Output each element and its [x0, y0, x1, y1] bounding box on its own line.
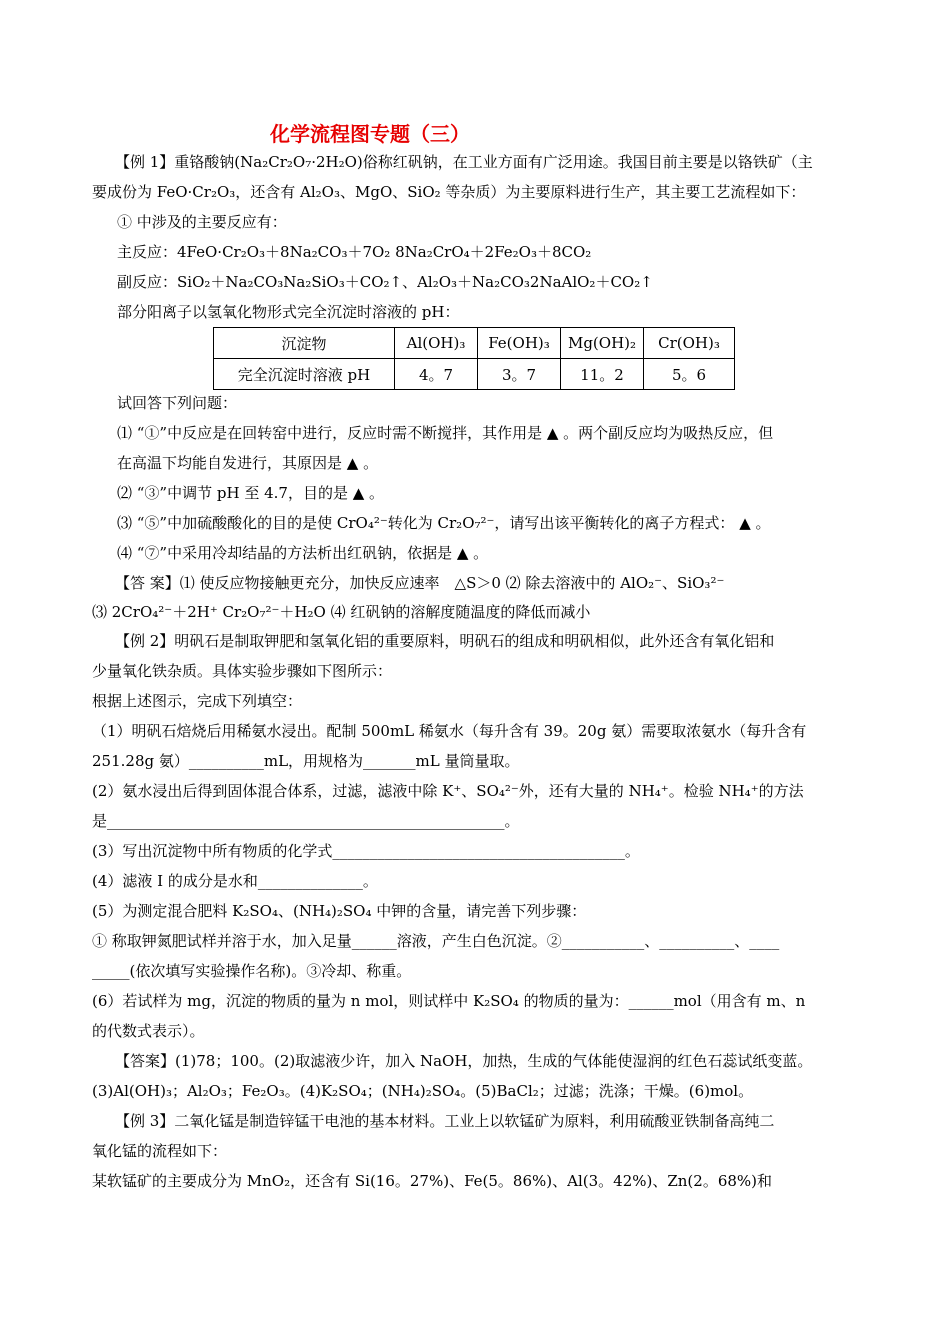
table-cell: Al(OH)₃ — [395, 328, 478, 359]
table-cell: 4。7 — [395, 359, 478, 390]
answer-line: (3)Al(OH)₃；Al₂O₃；Fe₂O₃。(4)K₂SO₄；(NH₄)₂SO₄。(5)BaCl₂；过滤；洗涤；干燥。(6)mol。 — [92, 1082, 754, 1100]
table-cell: 沉淀物 — [214, 328, 395, 359]
table-cell: 3。7 — [478, 359, 561, 390]
text-line: 主反应：4FeO·Cr₂O₃＋8Na₂CO₃＋7O₂ 8Na₂CrO₄＋2Fe₂O₃＋8CO₂ — [117, 243, 592, 261]
text-line: （1）明矾石焙烧后用稀氨水浸出。配制 500mL 稀氨水（每升含有 39。20g 氨）需要取浓氨水（每升含有 — [92, 722, 807, 740]
table-cell: 完全沉淀时溶液 pH — [214, 359, 395, 390]
answer-line: ⑶ 2CrO₄²⁻＋2H⁺ Cr₂O₇²⁻＋H₂O ⑷ 红矾钠的溶解度随温度的降低而减小 — [92, 603, 591, 621]
text-line: ⑵ “③”中调节 pH 至 4.7，目的是 ▲ 。 — [117, 484, 385, 502]
text-line: 氧化锰的流程如下： — [92, 1142, 228, 1160]
text-line: ① 称取钾氮肥试样并溶于水，加入足量______溶液，产生白色沉淀。②___________、__________、____ — [92, 932, 780, 950]
answer-line: 【答 案】⑴ 使反应物接触更充分，加快反应速率 △S＞0 ⑵ 除去溶液中的 AlO₂⁻、SiO₃²⁻ — [115, 574, 725, 592]
text-line: 副反应：SiO₂＋Na₂CO₃Na₂SiO₃＋CO₂↑、Al₂O₃＋Na₂CO₃2NaAlO₂＋CO₂↑ — [117, 273, 653, 291]
text-line: 某软锰矿的主要成分为 MnO₂，还含有 Si(16。27%)、Fe(5。86%)、Al(3。42%)、Zn(2。68%)和 — [92, 1172, 773, 1190]
table-row — [214, 359, 735, 390]
text-line: (3）写出沉淀物中所有物质的化学式_______________________________________。 — [92, 842, 640, 860]
text-line: 根据上述图示，完成下列填空： — [92, 692, 303, 710]
text-line: _____(依次填写实验操作名称)。③冷却、称重。 — [92, 962, 412, 980]
answer-line: 【答案】(1)78；100。(2)取滤液少许，加入 NaOH，加热，生成的气体能使湿润的红色石蕊试纸变蓝。 — [115, 1052, 813, 1070]
table-cell: 5。6 — [644, 359, 735, 390]
text-line: (6）若试样为 mg，沉淀的物质的量为 n mol，则试样中 K₂SO₄ 的物质的量为：______mol（用含有 m、n — [92, 992, 806, 1010]
text-line: 要成份为 FeO·Cr₂O₃，还含有 Al₂O₃、MgO、SiO₂ 等杂质）为主要原料进行生产，其主要工艺流程如下： — [92, 183, 806, 201]
text-line: 少量氧化铁杂质。具体实验步骤如下图所示： — [92, 662, 393, 680]
text-line: ⑴ “①”中反应是在回转窑中进行，反应时需不断搅拌，其作用是 ▲ 。两个副反应均为吸热反应，但 — [117, 424, 774, 442]
text-line: ⑶ “⑤”中加硫酸酸化的目的是使 CrO₄²⁻转化为 Cr₂O₇²⁻，请写出该平衡转化的离子方程式： ▲ 。 — [117, 514, 771, 532]
table-cell: Cr(OH)₃ — [644, 328, 735, 359]
table-header-row — [214, 328, 735, 359]
text-line: (4）滤液 I 的成分是水和______________。 — [92, 872, 378, 890]
text-line: 在高温下均能自发进行，其原因是 ▲ 。 — [117, 454, 379, 472]
text-line: 251.28g 氨）__________mL，用规格为_______mL 量筒量取。 — [92, 752, 520, 770]
text-line: 【例 3】二氧化锰是制造锌锰干电池的基本材料。工业上以软锰矿为原料，利用硫酸亚铁制备高纯二 — [115, 1112, 775, 1130]
text-line: 【例 1】重铬酸钠(Na₂Cr₂O₇·2H₂O)俗称红矾钠，在工业方面有广泛用途。我国目前主要是以铬铁矿（主 — [115, 153, 813, 171]
ph-table — [213, 327, 735, 390]
text-line: 试回答下列问题： — [117, 394, 238, 412]
document-title: 化学流程图专题（三） — [270, 122, 470, 146]
text-line: (5）为测定混合肥料 K₂SO₄、(NH₄)₂SO₄ 中钾的含量，请完善下列步骤： — [92, 902, 587, 920]
table-cell: Fe(OH)₃ — [478, 328, 561, 359]
text-line: 【例 2】明矾石是制取钾肥和氢氧化铝的重要原料，明矾石的组成和明矾相似，此外还含有氧化铝和 — [115, 632, 775, 650]
text-line: (2）氨水浸出后得到固体混合体系，过滤，滤液中除 K⁺、SO₄²⁻外，还有大量的 NH₄⁺。检验 NH₄⁺的方法 — [92, 782, 804, 800]
text-line: ⑷ “⑦”中采用冷却结晶的方法析出红矾钠，依据是 ▲ 。 — [117, 544, 489, 562]
text-line: 的代数式表示）。 — [92, 1022, 205, 1040]
text-line: 部分阳离子以氢氧化物形式完全沉淀时溶液的 pH： — [117, 303, 460, 321]
table-cell: 11。2 — [561, 359, 644, 390]
table-cell: Mg(OH)₂ — [561, 328, 644, 359]
text-line: 是_____________________________________________________。 — [92, 812, 520, 830]
text-line: ① 中涉及的主要反应有： — [117, 213, 287, 231]
